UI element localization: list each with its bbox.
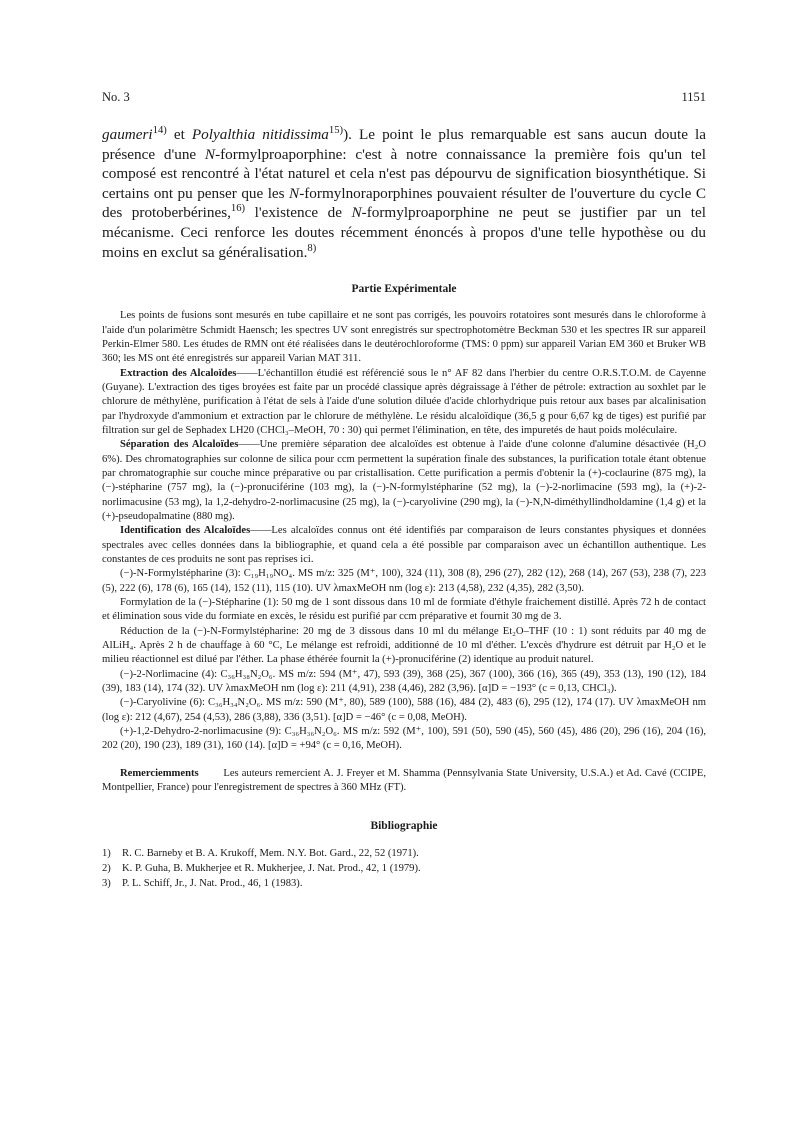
text-run: -formylproaporphine ne peut se justifier par un tel mécanisme. Ceci renforce les doutes récemment énoncés à propos d'une telle hypothèse ou du moins en exclut sa généralisation. (102, 204, 706, 261)
acknowledgements (102, 767, 706, 796)
paragraph-text: ——Une première séparation dee alcaloïdes est obtenue à l'aide d'une colonne d'alumine désactivée (H₂O 6%). Des chromatographies sur colonne de silica pour ccm permettent la supération finale des substances, la purification totale étant obtenue par chromatographie sur couche mince préparative ou par cristallisation. Cette purification a permis d'obtenir la (+)-coclaurine (875 mg), la (−)-stépharine (757 mg), la (−)-pronuciférine (103 mg), la (−)-N-formylstépharine (52 mg), la (−)-2-norlimacine (593 mg), la (+)-2-norlimacusine (53 mg), la 1,2-dehydro-2-norlimacusine (25 mg), la (−)-caryolivine (290 mg), la (−)-N,N-diméthyllindholdamine (1,4 g) et la (+)-pseudopalmatine (880 mg). (102, 439, 706, 522)
section-title-experimental: Partie Expérimentale (351, 283, 457, 296)
text-run: et (166, 126, 192, 143)
reference-number: 3) (102, 877, 111, 889)
paragraph-dehydro-norlimacusine: (+)-1,2-Dehydro-2-norlimacusine (9): C₃₆H₃₆N₂O₆. MS m/z: 592 (M⁺, 100), 591 (50), 590 (45), 560 (45), 486 (20), 296 (16), 204 (16), 202 (20), 190 (23), 189 (31), 160 (14). [α]D = +94° (c = 0,16, MeOH). (102, 726, 706, 752)
paragraph-lead: Identification des Alcaloïdes (120, 525, 251, 537)
reference-list (102, 846, 706, 891)
acknowledgements-text: Les auteurs remercient A. J. Freyer et M. Shamma (Pennsylvania State University, U.S.A.) et Ad. Cavé (CCIPE, Montpellier, France) pour l'enregistrement de spectres à 360 MHz (FT). (102, 767, 706, 794)
paragraph-text: ——Les alcaloïdes connus ont été identifiés par comparaison de leurs constantes physiques et données spectrales avec celles données dans la bibliographie, et quand cela a été possible par comparaison avec un échantillon authentique. Les constantes de ces produits ne sont pas reprises ici. (102, 525, 706, 565)
italic-run: N (351, 204, 362, 222)
reference-text: K. P. Guha, B. Mukherjee et R. Mukherjee, J. Nat. Prod., 42, 1 (1979). (122, 862, 421, 874)
paragraph-identification (102, 524, 706, 567)
reference-text: P. L. Schiff, Jr., J. Nat. Prod., 46, 1 (1983). (122, 877, 303, 889)
page (102, 84, 706, 891)
text-run: l'existence de (245, 204, 352, 222)
experimental-section (102, 309, 706, 795)
paragraph-extraction (102, 367, 706, 439)
italic-run: N (289, 184, 300, 202)
issue-number: No. 3 (102, 90, 130, 104)
italic-run: N (204, 145, 216, 163)
species-name: gaumeri (102, 126, 153, 143)
paragraph-separation (102, 438, 706, 524)
paragraph-lead: Séparation des Alcaloïdes (120, 439, 239, 451)
reference-number: 2) (102, 862, 111, 874)
text-run: -formylproaporphine: c'est à notre connaissance la première fois qu'un tel composé est rencontré à l'état naturel et cela n'est pas dépourvu de signification biosynthétique. Si certains ont pu penser que les (102, 145, 706, 202)
reference-item (102, 876, 706, 891)
paragraph-reduction: Réduction de la (−)-N-Formylstépharine: 20 mg de 3 dissous dans 10 ml du mélange Et₂O–THF (10 : 1) sont réduits par 40 mg de AlLiH₄. Après 2 h de chauffage à 60 °C, Le mélange est refroidi, additionné de 10 ml d'éther. L'excès d'hydrure est détruit par H₂O et le milieu réactionnel est dilué par l'éther. La phase éthérée fournit la (+)-pronuciférine (2) identique au produit naturel. (102, 625, 706, 666)
paragraph-lead: Extraction des Alcaloïdes (120, 367, 237, 379)
ref-mark: 15) (328, 124, 344, 136)
reference-text: R. C. Barneby et B. A. Krukoff, Mem. N.Y. Bot. Gard., 22, 52 (1971). (122, 847, 419, 859)
page-number: 1151 (681, 90, 706, 104)
species-name: Polyalthia nitidissima (191, 126, 329, 143)
paragraph-formylstepharine: (−)-N-Formylstépharine (3): C₁₉H₁₉NO₄. MS m/z: 325 (M⁺, 100), 324 (11), 308 (8), 296 (27), 282 (12), 268 (14), 267 (53), 238 (7), 223 (5), 222 (6), 178 (6), 165 (14), 152 (11), 115 (10). UV λmaxMeOH nm (log ε): 213 (4,58), 232 (4,35), 282 (3,50). (102, 568, 706, 594)
intro-paragraph (102, 125, 706, 262)
reference-item (102, 846, 706, 861)
text-run: -formylnoraporphines pouvaient résulter de l'ouverture du cycle C des protoberbérines, (102, 184, 706, 222)
paragraph-methods: Les points de fusions sont mesurés en tube capillaire et ne sont pas corrigés, les pouvoirs rotatoires sont mesurés dans le chloroforme à l'aide d'un polarimètre Schmidt Haensch; les spectres UV sont enregistrés sur spectrophotomètre Beckman 530 et les spectres IR sur appareil Perkin-Elmer 580. Les études de RMN ont été réalisées dans le deutérochloroforme (TMS: 0 ppm) sur appareil Varian EM 360 et Bruker WB 360; les MS ont été enregistrés sur appareil Varian MAT 311. (102, 310, 706, 365)
running-header (102, 90, 706, 105)
reference-number: 1) (102, 847, 111, 859)
paragraph-text: ——L'échantillon étudié est référencié sous le n° AF 82 dans l'herbier du centre O.R.S.T.O.M. de Cayenne (Guyane). L'extraction des tiges broyées est faite par un procédé classique après dégraissage à l'éther de pétrole: extraction au soxhlet par le chlorure de méthylène, purification à l'état de sels à l'aide d'une solution diluée d'acide chlorhydrique puis retour aux bases par alcalinisation par l'hydroxyde d'ammonium et extraction par le chlorure de méthylène. Le résidu alcaloïdique (36,5 g pour 6,67 kg de tiges) est purifié par filtration sur gel de Sephadex LH20 (CHCl₃–MeOH, 70 : 30) qui permet l'élimination, en tête, des impuretés de haut poids moléculaire. (102, 367, 706, 436)
text-run: ). Le point le plus remarquable est sans aucun doute la présence d'une (102, 126, 706, 163)
paragraph-norlimacine: (−)-2-Norlimacine (4): C₃₆H₃₈N₂O₆. MS m/z: 594 (M⁺, 47), 593 (39), 368 (25), 367 (100), 366 (16), 365 (49), 353 (13), 190 (12), 184 (39), 183 (14), 174 (32). UV λmaxMeOH nm (log ε): 211 (4,91), 238 (4,46), 282 (3,96). [α]D = −193° (c = 0,13, CHCl₃). (102, 668, 706, 695)
paragraph-formylation: Formylation de la (−)-Stépharine (1): 50 mg de 1 sont dissous dans 10 ml de formiate d'éthyle fraichement distillé. Après 72 h de contact et élimination sous vide du formiate en excès, le résidu est purifié par ccm préparative et fournit 30 mg de 3. (102, 597, 706, 623)
reference-item (102, 861, 706, 876)
ref-mark: 14) (152, 124, 167, 136)
section-title-bibliography: Bibliographie (370, 819, 438, 832)
ref-mark: 16) (230, 203, 246, 215)
ref-mark: 8) (307, 242, 317, 254)
acknowledgements-lead: Remerciemments (120, 767, 199, 779)
paragraph-caryolivine: (−)-Caryolivine (6): C₃₆H₃₄N₂O₆. MS m/z: 590 (M⁺, 80), 589 (100), 588 (16), 484 (2), 483 (6), 295 (12), 174 (17). UV λmaxMeOH nm (log ε): 212 (4,67), 254 (4,53), 286 (3,88), 336 (3,51). [α]D = −46° (c = 0,08, MeOH). (102, 697, 706, 723)
